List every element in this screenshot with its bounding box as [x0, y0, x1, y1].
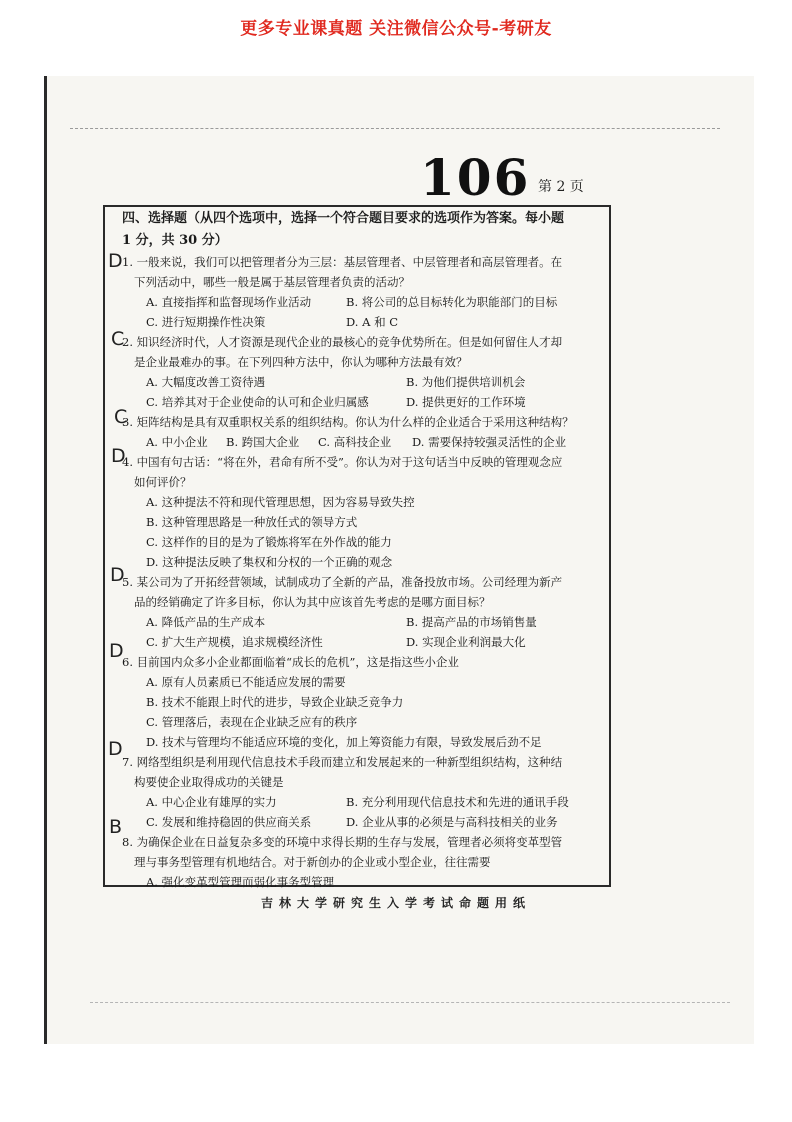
option: A. 降低产品的生产成本: [146, 615, 266, 629]
handwritten-answer-3: C: [114, 406, 128, 428]
scan-rule-top: [70, 128, 720, 130]
option: C. 培养其对于企业使命的认可和企业归属感: [146, 395, 369, 409]
handwritten-answer-4: D: [111, 445, 126, 467]
header-banner: 更多专业课真题 关注微信公众号-考研友: [240, 19, 552, 39]
question-2-line-2: 是企业最难办的事。在下列四种方法中，你认为哪种方法最有效？: [134, 355, 468, 369]
question-6-line-1: 6. 目前国内众多小企业都面临着“成长的危机”，这是指这些小企业: [122, 655, 459, 669]
option: A. 直接指挥和监督现场作业活动: [146, 295, 312, 309]
handwritten-answer-1: D: [108, 250, 123, 272]
handwritten-answer-2: C: [111, 328, 125, 350]
handwritten-answer-8: B: [109, 816, 123, 838]
option: D. A 和 C: [346, 315, 399, 329]
option: B. 提高产品的市场销售量: [406, 615, 537, 629]
option: C. 扩大生产规模，追求规模经济性: [146, 635, 323, 649]
option: D. 企业从事的必须是与高科技相关的业务: [346, 815, 558, 829]
option: C. 进行短期操作性决策: [146, 315, 266, 329]
footer-caption: 吉林大学研究生入学考试命题用纸: [260, 896, 531, 910]
option: C. 这样作的目的是为了锻炼将军在外作战的能力: [146, 535, 392, 549]
question-7-line-2: 构要使企业取得成功的关键是: [134, 775, 284, 789]
option: B. 充分利用现代信息技术和先进的通讯手段: [346, 795, 569, 809]
option: A. 强化变革型管理而弱化事务型管理: [146, 875, 335, 889]
option: C. 管理落后，表现在企业缺乏应有的秩序: [146, 715, 358, 729]
page-label: 第 2 页: [538, 179, 584, 195]
question-4-line-2: 如何评价？: [134, 475, 192, 489]
question-5-line-2: 品的经销确定了许多目标，你认为其中应该首先考虑的是哪方面目标？: [134, 595, 491, 609]
question-8-line-1: 8. 为确保企业在日益复杂多变的环境中求得长期的生存与发展，管理者必须将变革型管: [122, 835, 563, 849]
question-2-line-1: 2. 知识经济时代，人才资源是现代企业的最核心的竞争优势所在。但是如何留住人才却: [122, 335, 563, 349]
option: A. 大幅度改善工资待遇: [146, 375, 266, 389]
option: C. 高科技企业: [318, 435, 392, 449]
option: D. 这种提法反映了集权和分权的一个正确的观念: [146, 555, 393, 569]
option: D. 技术与管理均不能适应环境的变化，加上筹资能力有限，导致发展后劲不足: [146, 735, 542, 749]
question-7-line-1: 7. 网络型组织是利用现代信息技术手段而建立和发展起来的一种新型组织结构，这种结: [122, 755, 563, 769]
option: C. 发展和维持稳固的供应商关系: [146, 815, 312, 829]
question-1-options-row-2: [122, 312, 612, 332]
question-5-options-row-2: [122, 632, 612, 652]
question-5-line-1: 5. 某公司为了开拓经营领域，试制成功了全新的产品，准备投放市场。公司经理为新产: [122, 575, 563, 589]
handwritten-answer-5: D: [110, 564, 125, 586]
question-2-options-row-2: [122, 392, 612, 412]
question-2-options-row-1: [122, 372, 612, 392]
option: D. 需要保持较强灵活性的企业: [412, 435, 567, 449]
option: A. 这种提法不符和现代管理思想，因为容易导致失控: [146, 495, 415, 509]
handwritten-answer-7: D: [108, 738, 123, 760]
handwritten-answer-6: D: [109, 640, 124, 662]
option: A. 中小企业: [146, 435, 208, 449]
option: A. 中心企业有雄厚的实力: [146, 795, 277, 809]
section-heading-line2: 1 分，共 30 分）: [122, 233, 228, 248]
option: A. 原有人员素质已不能适应发展的需要: [146, 675, 346, 689]
question-content: [122, 208, 612, 892]
option: B. 将公司的总目标转化为职能部门的目标: [346, 295, 558, 309]
question-7-options-row-2: [122, 812, 612, 832]
question-7-options-row-1: [122, 792, 612, 812]
exam-code: 106: [420, 148, 531, 207]
option: B. 跨国大企业: [226, 435, 300, 449]
question-3-options-row: [122, 432, 612, 452]
question-5-options-row-1: [122, 612, 612, 632]
scan-rule-bottom: [90, 1002, 730, 1004]
section-heading: 四、选择题（从四个选项中，选择一个符合题目要求的选项作为答案。每小题: [122, 211, 565, 226]
question-4-line-1: 4. 中国有句古话：“将在外，君命有所不受”。你认为对于这句话当中反映的管理观念应: [122, 455, 563, 469]
option: B. 为他们提供培训机会: [406, 375, 526, 389]
option: B. 技术不能跟上时代的进步，导致企业缺乏竞争力: [146, 695, 404, 709]
question-1-line-2: 下列活动中，哪些一般是属于基层管理者负责的活动？: [134, 275, 410, 289]
question-3-line-1: 3. 矩阵结构是具有双重职权关系的组织结构。你认为什么样的企业适合于采用这种结构？: [122, 415, 574, 429]
option: B. 这种管理思路是一种放任式的领导方式: [146, 515, 358, 529]
option: D. 提供更好的工作环境: [406, 395, 526, 409]
question-1-line-1: 1. 一般来说，我们可以把管理者分为三层：基层管理者、中层管理者和高层管理者。在: [122, 255, 563, 269]
question-1-options-row-1: [122, 292, 612, 312]
option: D. 实现企业利润最大化: [406, 635, 526, 649]
question-8-line-2: 理与事务型管理有机地结合。对于新创办的企业或小型企业，往往需要: [134, 855, 491, 869]
